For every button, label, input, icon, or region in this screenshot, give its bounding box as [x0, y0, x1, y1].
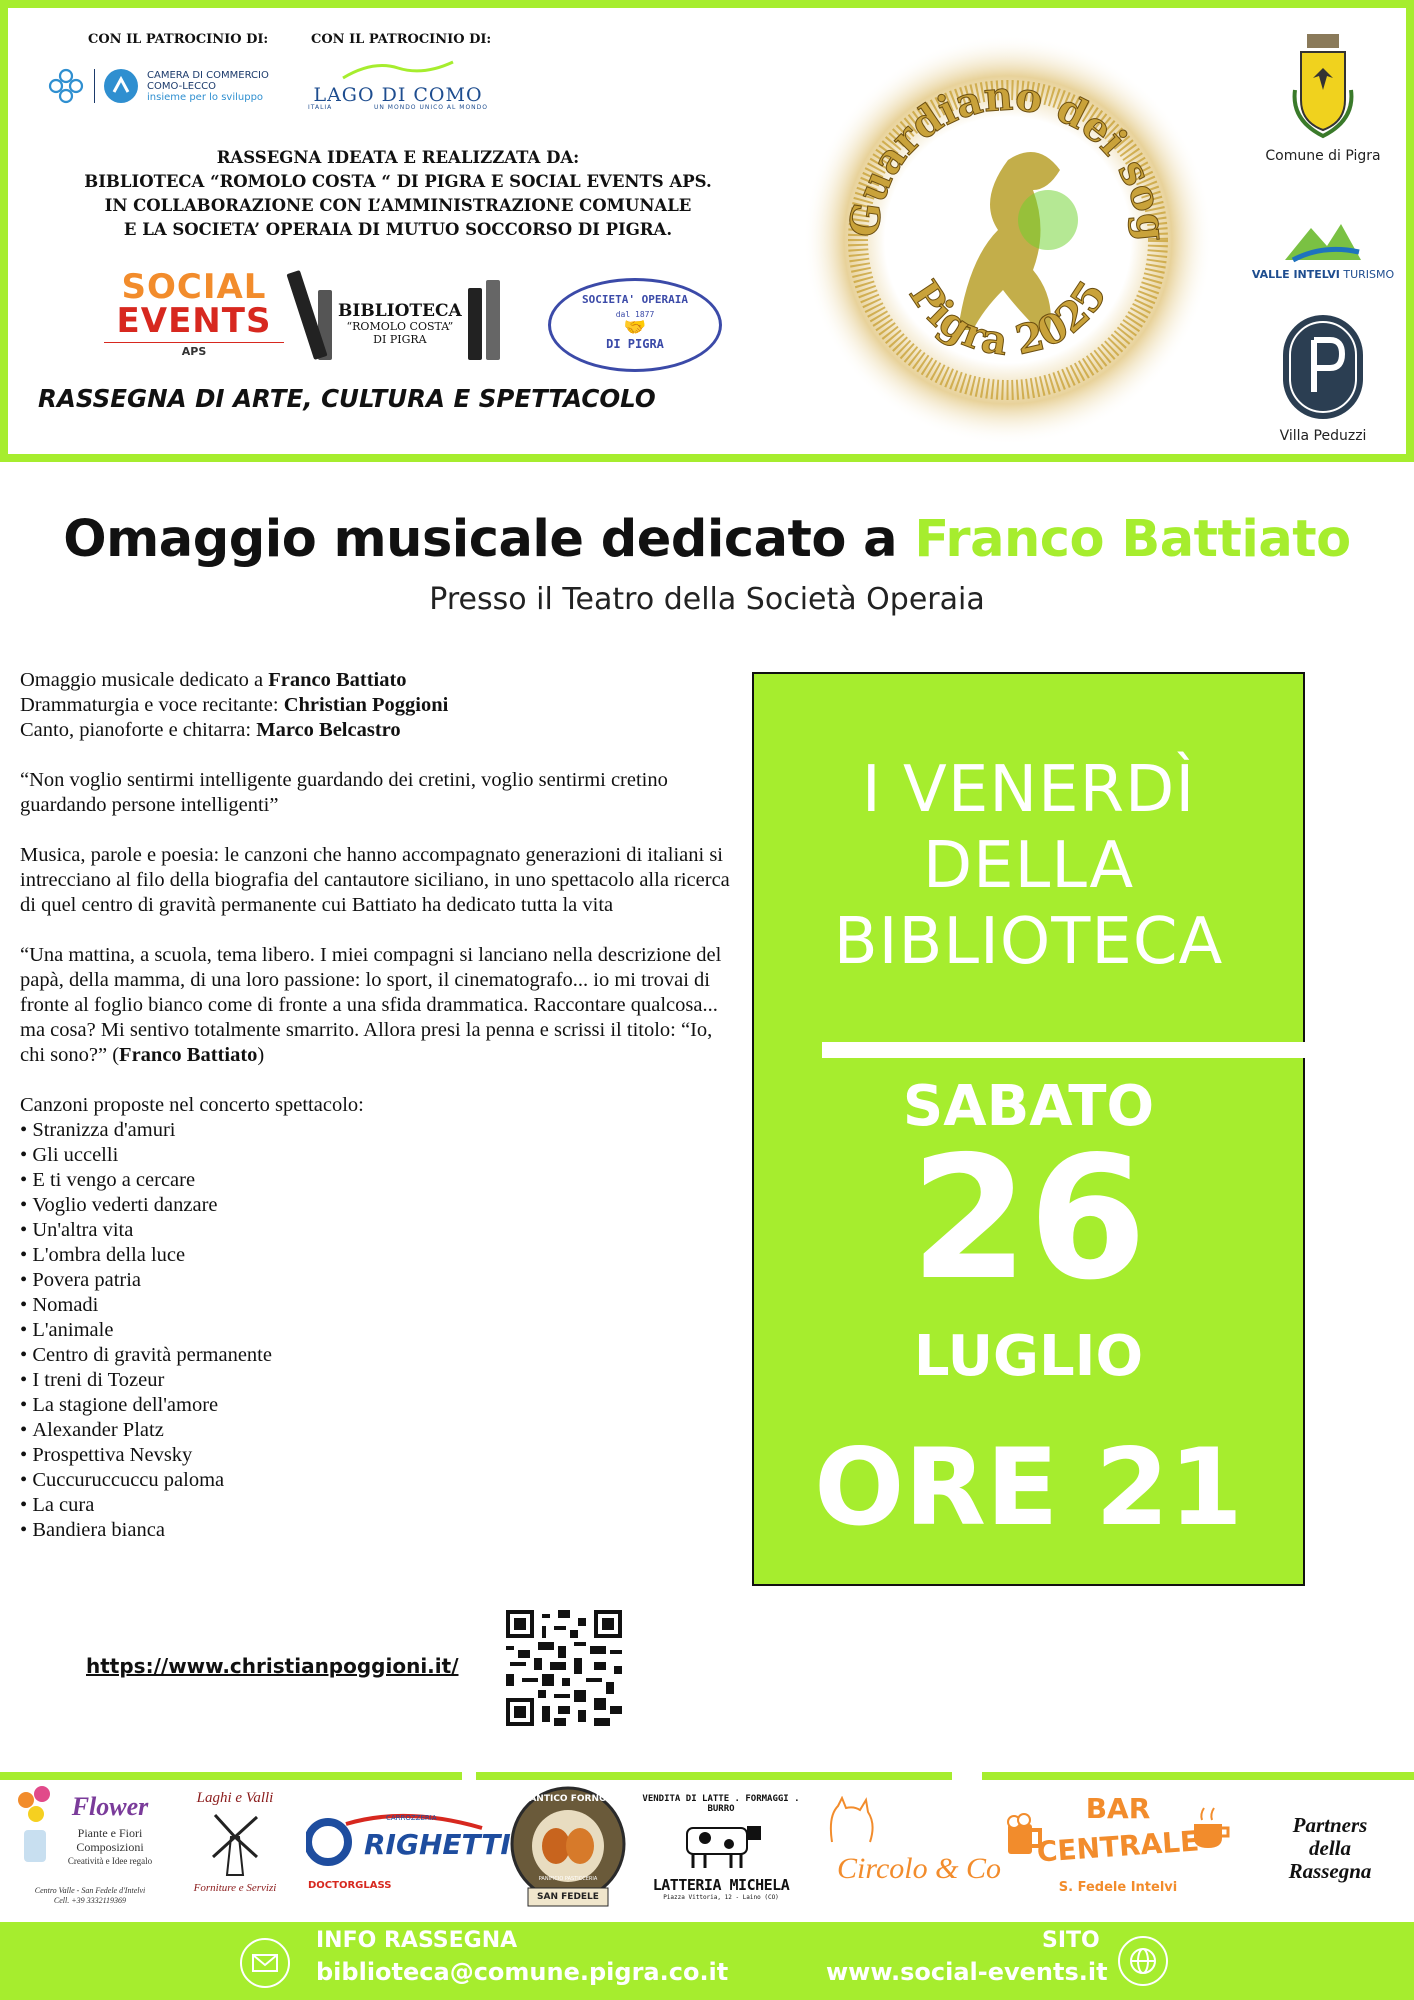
- valle-label: [1238, 268, 1408, 281]
- quote-2: [20, 943, 735, 1068]
- event-heading-line3: BIBLIOTECA: [833, 905, 1224, 979]
- camera-line1: CAMERA DI COMMERCIO: [147, 69, 269, 81]
- description-paragraph: Musica, parole e poesia: le canzoni che hanno accompagnato generazioni di italiani si intrecciano al filo della biografia del cantautore siciliano, in uno spettacolo alla ricerca di quel centro di gravità permanente cui Battiato ha dedicato tutta la vita: [20, 844, 730, 916]
- quote-2-author: Franco Battiato: [119, 1044, 258, 1066]
- header-banner: [0, 0, 1414, 462]
- song-item: • Povera patria: [20, 1268, 735, 1293]
- partner-laghi-valli: [172, 1790, 298, 1918]
- credits-line: IN COLLABORAZIONE CON L’AMMINISTRAZIONE COMUNALE: [104, 196, 692, 215]
- valle-bold: VALLE INTELVI: [1251, 268, 1340, 281]
- flower-line: Centro Valle - San Fedele d'Intelvi: [34, 1886, 146, 1895]
- social-line1: SOCIAL: [121, 267, 267, 307]
- event-day-number: 26: [910, 1120, 1147, 1318]
- badge-graphic: [798, 30, 1218, 450]
- comune-logo: [1238, 30, 1408, 164]
- partners-label: [1262, 1814, 1398, 1883]
- forno-mid: PANIFICIO PASTICCERIA: [538, 1876, 598, 1882]
- societa-operaia-logo: [548, 278, 722, 372]
- camera-line2: COMO-LECCO: [147, 80, 216, 92]
- partner-antico-forno: [508, 1784, 628, 1914]
- camera-commercio-logo: [46, 66, 269, 106]
- partners-top-bar: [476, 1772, 952, 1780]
- lago-title: LAGO DI COMO: [313, 84, 483, 106]
- flower-line: Composizioni: [76, 1840, 144, 1854]
- bar-line1: BAR: [1085, 1792, 1151, 1825]
- righetti-top: CARROZZERIA: [386, 1814, 437, 1822]
- quote-1: “Non voglio sentirmi intelligente guardando dei cretini, voglio sentirmi cretino guardando persone intelligenti”: [20, 769, 668, 816]
- forno-bottom: SAN FEDELE: [537, 1892, 599, 1902]
- song-item: • La cura: [20, 1493, 735, 1518]
- badge-top-text: Guardiano dei sog: [840, 72, 1176, 243]
- partners-label-line: della: [1309, 1836, 1351, 1860]
- righetti-doctor: DOCTORGLASS: [308, 1880, 392, 1891]
- song-item: • Prospettiva Nevsky: [20, 1443, 735, 1468]
- partners-label-line: Rassegna: [1288, 1859, 1372, 1883]
- camera-commercio-text: [147, 70, 269, 103]
- website-link[interactable]: https://www.christianpoggioni.it/: [86, 1654, 459, 1678]
- song-item: • La stagione dell'amore: [20, 1393, 735, 1418]
- credit-value: Franco Battiato: [268, 669, 407, 691]
- bar-line3: S. Fedele Intelvi: [1058, 1880, 1178, 1895]
- valle-intelvi-logo: [1238, 216, 1408, 281]
- partner-righetti: [306, 1806, 511, 1906]
- partners-top-bar: [982, 1772, 1414, 1780]
- song-list: [20, 1118, 735, 1543]
- latteria-addr: Piazza Vittoria, 12 - Laino (CO): [663, 1894, 779, 1901]
- credits-line: BIBLIOTECA “ROMOLO COSTA “ DI PIGRA E SOCIAL EVENTS APS.: [84, 172, 712, 191]
- social-events-logo: [104, 267, 284, 359]
- song-item: • Stranizza d'amuri: [20, 1118, 735, 1143]
- song-item: • Un'altra vita: [20, 1218, 735, 1243]
- flower-line: Piante e Fiori: [77, 1826, 143, 1840]
- lago-di-como-logo: [308, 58, 488, 111]
- partner-latteria-michela: [636, 1794, 806, 1914]
- event-description: [20, 668, 735, 1543]
- partners-top-bar: [0, 1772, 462, 1780]
- credit-value: Marco Belcastro: [256, 719, 401, 741]
- social-line3: APS: [104, 342, 284, 359]
- song-item: • Voglio vederti danzare: [20, 1193, 735, 1218]
- flower-title: Flower: [71, 1792, 149, 1821]
- event-time: ORE 21: [814, 1426, 1243, 1549]
- righetti-name: RIGHETTI: [364, 1828, 511, 1861]
- credits-line: E LA SOCIETA’ OPERAIA DI MUTUO SOCCORSO DI PIGRA.: [123, 220, 673, 239]
- partner-bar-centrale: [1000, 1790, 1236, 1910]
- event-month: LUGLIO: [913, 1324, 1144, 1389]
- partner-circolo: [824, 1796, 1004, 1906]
- societa-bottom: DI PIGRA: [606, 337, 664, 351]
- windmill-icon: [205, 1807, 265, 1877]
- villa-peduzzi-logo: [1238, 312, 1408, 444]
- societa-year: dal 1877: [615, 310, 655, 319]
- cow-icon: [661, 1814, 781, 1872]
- flower-line: Cell. +39 3332119369: [53, 1896, 127, 1905]
- credit-value: Christian Poggioni: [283, 694, 449, 716]
- quote-2-text: “Una mattina, a scuola, tema libero. I miei compagni si lanciano nella descrizione del papà, della mamma, di una loro passione: lo sport, il cinematografo... io mi trovai di fronte al foglio bianco come di fronte a una sfida drammatica. Raccontare qualcosa... ma cosa? Mi sentivo totalmente smarrito. Allora presi la penna e scrissi il titolo: “Io, chi sono?” (: [20, 944, 722, 1066]
- patrocinio-label-2: CON IL PATROCINIO DI:: [311, 32, 492, 47]
- biblioteca-name: BIBLIOTECA: [338, 301, 462, 321]
- partner-flower: [14, 1786, 166, 1914]
- info-email-link[interactable]: biblioteca@comune.pigra.co.it: [316, 1958, 729, 1986]
- credit-label: Canto, pianoforte e chitarra:: [20, 719, 257, 741]
- patrocinio-label-1: CON IL PATROCINIO DI:: [88, 32, 269, 47]
- song-item: • Alexander Platz: [20, 1418, 735, 1443]
- mountains-icon: [1283, 216, 1363, 264]
- badge-bottom-text: Pigra 2025: [899, 272, 1116, 365]
- site-url-link[interactable]: www.social-events.it: [826, 1958, 1108, 1986]
- forno-top: ANTICO FORNO: [529, 1794, 607, 1804]
- valle-rest: TURISMO: [1339, 268, 1395, 281]
- cc-circle-icon: [103, 68, 139, 104]
- social-line2: EVENTS: [116, 301, 272, 341]
- biblioteca-sub1: “ROMOLO COSTA”: [346, 320, 454, 333]
- song-item: • Bandiera bianca: [20, 1518, 735, 1543]
- organizer-credits: [68, 146, 728, 242]
- cat-icon: [824, 1796, 884, 1846]
- books-icon: [300, 270, 332, 360]
- event-heading: [754, 752, 1303, 980]
- flower-line: Creatività e Idee regalo: [67, 1856, 153, 1866]
- lago-italia: ITALIA: [308, 104, 333, 111]
- biblioteca-text: [338, 302, 462, 360]
- credit-label: Omaggio musicale dedicato a: [20, 669, 269, 691]
- camera-line3: insieme per lo sviluppo: [147, 91, 264, 103]
- laghi-title: Laghi e Valli: [196, 1790, 274, 1806]
- circolo-name: Circolo & Co: [837, 1852, 1001, 1885]
- qr-code[interactable]: [506, 1610, 622, 1726]
- song-item: • Cuccuruccuccu paloma: [20, 1468, 735, 1493]
- lago-sub: UN MONDO UNICO AL MONDO: [374, 104, 488, 111]
- event-divider: [822, 1042, 1310, 1058]
- song-item: • Centro di gravità permanente: [20, 1343, 735, 1368]
- societa-top: SOCIETA' OPERAIA: [582, 293, 688, 306]
- credits-line: RASSEGNA IDEATA E REALIZZATA DA:: [216, 148, 580, 167]
- globe-graphic: [1120, 1938, 1166, 1984]
- songs-heading: Canzoni proposte nel concerto spettacolo:: [20, 1094, 364, 1116]
- page-subtitle: Presso il Teatro della Società Operaia: [429, 582, 985, 617]
- credits-block: [20, 668, 735, 743]
- event-heading-line2: DELLA: [922, 829, 1135, 903]
- song-item: • E ti vengo a cercare: [20, 1168, 735, 1193]
- info-label: INFO RASSEGNA: [316, 1928, 518, 1953]
- villa-p-icon: [1280, 312, 1366, 422]
- coat-of-arms-icon: [1283, 30, 1363, 140]
- song-item: • L'ombra della luce: [20, 1243, 735, 1268]
- handshake-icon: 🤝: [623, 317, 647, 338]
- song-item: • Nomadi: [20, 1293, 735, 1318]
- latteria-arc: VENDITA DI LATTE . FORMAGGI . BURRO: [642, 1794, 800, 1814]
- laghi-sub: Forniture e Servizi: [193, 1882, 277, 1894]
- envelope-graphic: [242, 1940, 288, 1986]
- title-prefix: Omaggio musicale dedicato a: [63, 510, 915, 569]
- qr-code-graphic: [506, 1610, 622, 1726]
- globe-icon: [1118, 1936, 1168, 1986]
- event-date-box: [752, 672, 1305, 1586]
- rassegna-tagline: RASSEGNA DI ARTE, CULTURA E SPETTACOLO: [38, 384, 656, 413]
- flower-bouquet-icon: [14, 1786, 58, 1866]
- envelope-icon: [240, 1938, 290, 1988]
- credit-label: Drammaturgia e voce recitante:: [20, 694, 284, 716]
- quote-2-end: ): [257, 1044, 265, 1066]
- lake-wave-icon: [338, 58, 458, 80]
- event-heading-line1: I VENERDÌ: [861, 753, 1196, 827]
- guardiano-dei-sogni-badge: [798, 30, 1218, 450]
- event-day-name: SABATO: [902, 1074, 1155, 1139]
- title-highlight: Franco Battiato: [914, 510, 1351, 569]
- flower-mark-icon: [46, 66, 86, 106]
- comune-label: Comune di Pigra: [1265, 148, 1381, 164]
- books-icon: [468, 280, 500, 360]
- partners-label-line: Partners: [1292, 1813, 1368, 1837]
- footer-bar: [0, 1922, 1414, 2000]
- site-label: SITO: [1042, 1928, 1100, 1953]
- song-item: • L'animale: [20, 1318, 735, 1343]
- villa-label: Villa Peduzzi: [1279, 428, 1367, 444]
- song-item: • I treni di Tozeur: [20, 1368, 735, 1393]
- page-title: [0, 510, 1414, 569]
- biblioteca-sub2: DI PIGRA: [373, 333, 427, 346]
- song-item: • Gli uccelli: [20, 1143, 735, 1168]
- biblioteca-logo: [300, 270, 500, 360]
- bar-line2: CENTRALE: [1035, 1824, 1201, 1869]
- latteria-name: LATTERIA MICHELA: [652, 1876, 790, 1894]
